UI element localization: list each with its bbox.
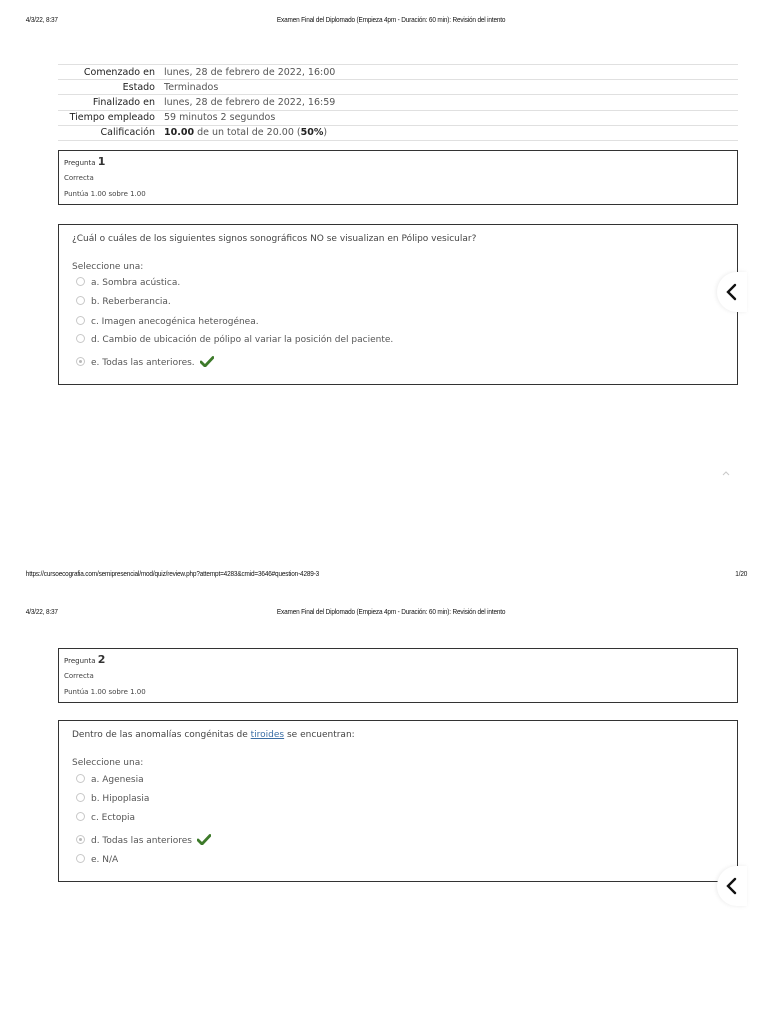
question-grade: Puntúa 1.00 sobre 1.00 <box>64 190 146 198</box>
option-label: c. Ectopia <box>91 813 136 823</box>
summary-value: Terminados <box>164 81 219 93</box>
print-datetime: 4/3/22, 8:37 <box>25 15 58 24</box>
answer-option-b[interactable] <box>76 296 171 307</box>
option-label: d. Cambio de ubicación de pólipo al variar la posición del paciente. <box>91 335 394 345</box>
question-label: Pregunta <box>64 159 96 167</box>
print-page-number: 1/20 <box>735 569 748 578</box>
grade-percent: 50% <box>300 127 324 139</box>
print-footer-page1 <box>0 569 748 583</box>
question-info-1 <box>58 150 738 205</box>
radio-icon[interactable] <box>76 774 85 783</box>
check-icon <box>200 356 214 367</box>
summary-row-started <box>58 65 738 80</box>
summary-row-grade <box>58 125 738 140</box>
question-number-value: 2 <box>97 653 106 666</box>
check-icon <box>197 834 211 845</box>
question-number <box>64 653 105 666</box>
question-number <box>64 155 105 168</box>
option-label: e. N/A <box>91 855 119 865</box>
option-label: a. Agenesia <box>91 775 144 785</box>
option-label: e. Todas las anteriores. <box>91 358 195 368</box>
glossary-link[interactable]: tiroides <box>250 730 285 740</box>
summary-row-state <box>58 80 738 95</box>
grade-end: ) <box>323 127 328 139</box>
print-title: Examen Final del Diplomado (Empieza 4pm - Duración: 60 min): Revisión del intento <box>276 607 506 616</box>
question-content-1 <box>58 224 738 385</box>
print-header-page2 <box>0 607 660 621</box>
question-text-before: Dentro de las anomalías congénitas de <box>72 730 251 740</box>
radio-icon[interactable] <box>76 854 85 863</box>
radio-icon[interactable] <box>76 812 85 821</box>
grade-mid: de un total de 20.00 ( <box>194 127 301 139</box>
answer-option-e[interactable] <box>76 854 118 865</box>
question-text: ¿Cuál o cuáles de los siguientes signos sonográficos NO se visualizan en Pólipo vesicular? <box>72 234 477 244</box>
question-grade: Puntúa 1.00 sobre 1.00 <box>64 688 146 696</box>
option-label: d. Todas las anteriores <box>91 836 192 846</box>
summary-row-completed <box>58 95 738 110</box>
option-label: b. Reberberancia. <box>91 297 171 307</box>
answer-option-c[interactable] <box>76 316 259 327</box>
answer-option-c[interactable] <box>76 812 135 823</box>
option-label: a. Sombra acústica. <box>91 278 181 288</box>
question-content-2 <box>58 720 738 882</box>
print-datetime: 4/3/22, 8:37 <box>25 607 58 616</box>
drawer-toggle-button[interactable] <box>717 866 747 906</box>
summary-value: lunes, 28 de febrero de 2022, 16:59 <box>164 96 336 108</box>
answer-option-e[interactable] <box>76 356 214 368</box>
radio-icon[interactable] <box>76 793 85 802</box>
summary-row-time <box>58 110 738 125</box>
chevron-left-icon <box>725 877 737 895</box>
question-number-value: 1 <box>97 155 106 168</box>
radio-icon-selected[interactable] <box>76 357 85 366</box>
question-state: Correcta <box>64 174 94 182</box>
summary-value <box>160 125 738 140</box>
summary-value: lunes, 28 de febrero de 2022, 16:00 <box>164 66 336 78</box>
question-label: Pregunta <box>64 657 96 665</box>
radio-icon[interactable] <box>76 334 85 343</box>
answer-option-b[interactable] <box>76 793 149 804</box>
option-label: b. Hipoplasia <box>91 794 150 804</box>
answer-prompt: Seleccione una: <box>72 758 144 768</box>
print-url: https://cursoecografia.com/semipresencial/mod/quiz/review.php?attempt=4283&cmid=3646#question-4289-3 <box>25 569 320 578</box>
question-text <box>72 730 355 740</box>
answer-option-a[interactable] <box>76 277 180 288</box>
answer-option-d[interactable] <box>76 834 211 846</box>
summary-label: Tiempo empleado <box>69 112 155 124</box>
summary-value: 59 minutos 2 segundos <box>164 112 276 124</box>
radio-icon[interactable] <box>76 316 85 325</box>
question-text-after: se encuentran: <box>284 730 355 740</box>
print-header-page1 <box>0 15 660 29</box>
answer-option-a[interactable] <box>76 774 144 785</box>
summary-label: Comenzado en <box>83 66 155 78</box>
question-info-2 <box>58 648 738 703</box>
chevron-up-icon[interactable] <box>721 470 731 477</box>
print-title: Examen Final del Diplomado (Empieza 4pm - Duración: 60 min): Revisión del intento <box>276 15 506 24</box>
answer-option-d[interactable] <box>76 334 393 345</box>
question-state: Correcta <box>64 672 94 680</box>
summary-label: Finalizado en <box>92 96 155 108</box>
summary-label: Calificación <box>100 127 155 139</box>
option-label: c. Imagen anecogénica heterogénea. <box>91 317 259 327</box>
attempt-summary-table <box>58 64 738 141</box>
radio-icon-selected[interactable] <box>76 835 85 844</box>
summary-label: Estado <box>122 81 155 93</box>
radio-icon[interactable] <box>76 296 85 305</box>
chevron-left-icon <box>725 283 737 301</box>
radio-icon[interactable] <box>76 277 85 286</box>
answer-prompt: Seleccione una: <box>72 262 144 272</box>
grade-score: 10.00 <box>164 127 195 139</box>
